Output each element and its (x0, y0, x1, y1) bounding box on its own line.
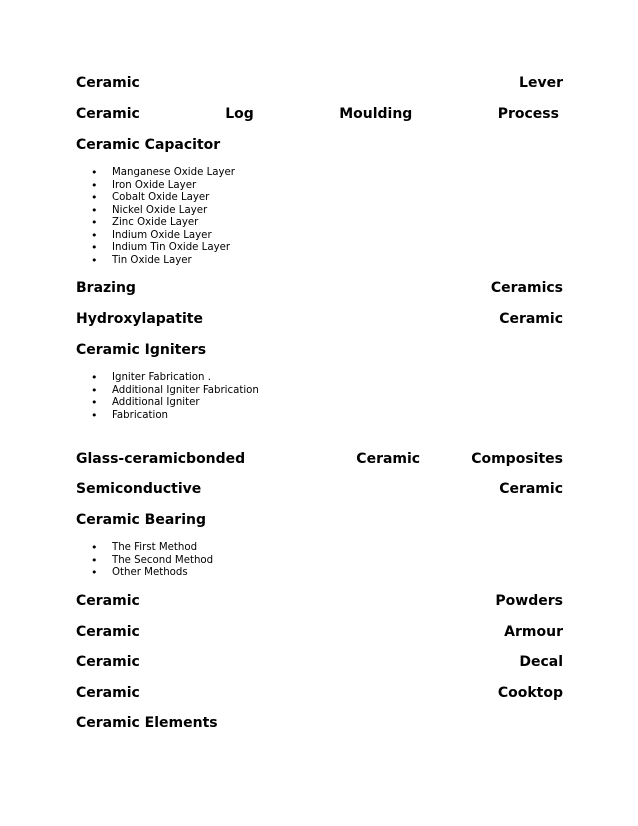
list-item: • Cobalt Oxide Layer (76, 192, 235, 205)
list-item: • Nickel Oxide Layer (76, 205, 235, 218)
heading-word: Ceramic (356, 451, 421, 467)
heading-text: Ceramic Capacitor (76, 137, 221, 153)
heading-word: Ceramic (499, 311, 563, 327)
heading-ceramic-capacitor (76, 136, 563, 154)
heading-text: Ceramic Elements (76, 715, 218, 731)
heading-word: Moulding (339, 106, 413, 122)
list-item: • The Second Method (76, 555, 213, 568)
heading-word: Decal (519, 654, 563, 670)
heading-word: Ceramic (499, 481, 563, 497)
list-item: • Indium Tin Oxide Layer (76, 242, 235, 255)
heading-ceramic-elements (76, 714, 563, 732)
heading-glass-ceramic-composites (76, 450, 563, 468)
heading-word: Ceramic (76, 75, 140, 91)
list-item: • Iron Oxide Layer (76, 180, 235, 193)
list-item: • Tin Oxide Layer (76, 255, 235, 268)
heading-word: Semiconductive (76, 481, 202, 497)
heading-word: Armour (504, 624, 563, 640)
heading-ceramic-log-moulding-process (76, 105, 563, 123)
list-item: • Other Methods (76, 567, 213, 580)
list-item: • Zinc Oxide Layer (76, 217, 235, 230)
heading-word: Log (225, 106, 254, 122)
list-item: • Fabrication (76, 410, 259, 423)
heading-ceramic-powders (76, 592, 563, 610)
heading-word: Ceramic (76, 685, 140, 701)
bullet-list-igniters (76, 372, 259, 422)
heading-word: Ceramic (76, 106, 140, 122)
heading-word: Lever (519, 75, 563, 91)
list-item: • Manganese Oxide Layer (76, 167, 235, 180)
heading-ceramic-bearing (76, 511, 563, 529)
heading-word: Ceramic (76, 654, 140, 670)
heading-word: Glass-ceramicbonded (76, 451, 246, 467)
bullet-list-bearing (76, 542, 213, 580)
list-item: • Indium Oxide Layer (76, 230, 235, 243)
list-item: • Additional Igniter Fabrication (76, 385, 259, 398)
heading-ceramic-igniters (76, 341, 563, 359)
heading-word: Ceramics (490, 280, 563, 296)
heading-brazing-ceramics (76, 279, 563, 297)
list-item: • Additional Igniter (76, 397, 259, 410)
document-page (76, 0, 563, 826)
heading-semiconductive-ceramic (76, 480, 563, 498)
heading-ceramic-armour (76, 623, 563, 641)
list-item: • Igniter Fabrication . (76, 372, 259, 385)
heading-hydroxylapatite-ceramic (76, 310, 563, 328)
heading-word: Brazing (76, 280, 136, 296)
heading-ceramic-decal (76, 653, 563, 671)
heading-word: Ceramic (76, 593, 140, 609)
heading-text: Ceramic Bearing (76, 512, 206, 528)
list-item: • The First Method (76, 542, 213, 555)
bullet-list-capacitor (76, 167, 235, 267)
heading-word: Composites (471, 451, 563, 467)
heading-word: Process (497, 106, 559, 122)
heading-ceramic-lever (76, 74, 563, 92)
heading-ceramic-cooktop (76, 684, 563, 702)
heading-word: Powders (495, 593, 563, 609)
heading-text: Ceramic Igniters (76, 342, 207, 358)
heading-word: Ceramic (76, 624, 140, 640)
heading-word: Hydroxylapatite (76, 311, 203, 327)
heading-word: Cooktop (497, 685, 563, 701)
